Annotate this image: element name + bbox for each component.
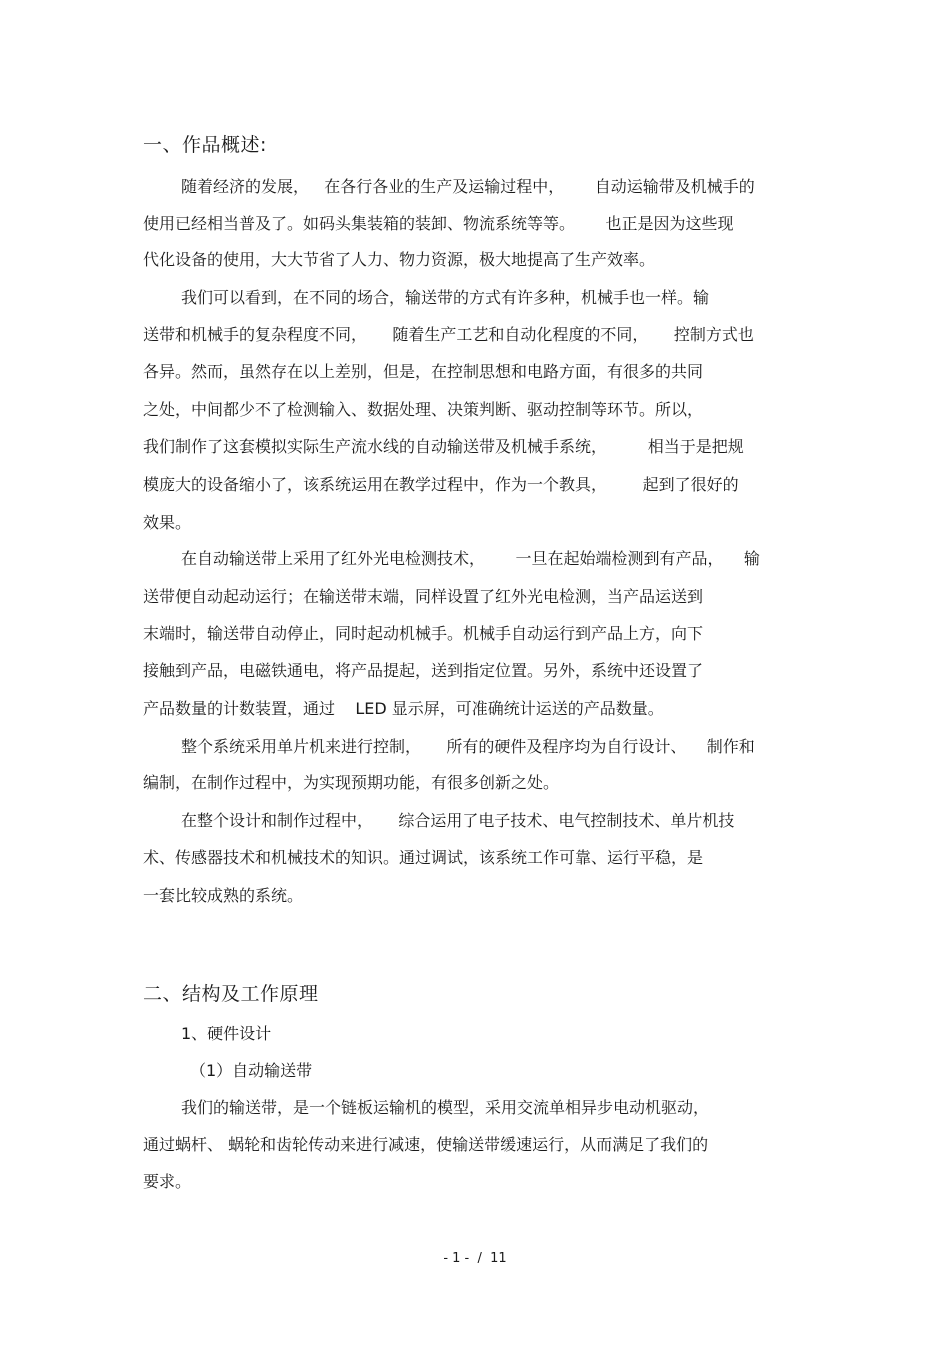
paragraph-line: 在整个设计和制作过程中， 综合运用了电子技术、电气控制技术、单片机技 (181, 811, 735, 830)
subsection-heading-conveyor: （1）自动输送带 (190, 1061, 313, 1080)
paragraph-line: 术、传感器技术和机械技术的知识。通过调试，该系统工作可靠、运行平稳，是 (143, 848, 704, 867)
paragraph-line: 在自动输送带上采用了红外光电检测技术， 一旦在起始端检测到有产品， 输 (181, 549, 760, 568)
paragraph-line: 送带和机械手的复杂程度不同， 随着生产工艺和自动化程度的不同， 控制方式也 (143, 325, 754, 344)
subsection-heading-hardware: 1、硬件设计 (181, 1024, 272, 1043)
page-number: - 1 - / 11 (443, 1251, 507, 1266)
paragraph-line: 我们可以看到，在不同的场合，输送带的方式有许多种，机械手也一样。输 (181, 288, 710, 307)
section-heading-structure: 二、结构及工作原理 (143, 983, 319, 1005)
paragraph-line: 随着经济的发展， 在各行各业的生产及运输过程中， 自动运输带及机械手的 (181, 177, 755, 196)
paragraph-line: 整个系统采用单片机来进行控制， 所有的硬件及程序均为自行设计、 制作和 (181, 737, 755, 756)
paragraph-line: 我们制作了这套模拟实际生产流水线的自动输送带及机械手系统， 相当于是把规 (143, 437, 744, 456)
paragraph-line: 一套比较成熟的系统。 (143, 886, 304, 905)
paragraph-line: 我们的输送带，是一个链板运输机的模型，采用交流单相异步电动机驱动， (181, 1098, 710, 1117)
paragraph-line: 效果。 (143, 513, 192, 532)
paragraph-line: 使用已经相当普及了。如码头集装箱的装卸、物流系统等等。 也正是因为这些现 (143, 214, 734, 233)
paragraph-line: 编制，在制作过程中，为实现预期功能，有很多创新之处。 (143, 773, 560, 792)
paragraph-line: 通过蜗杆、 蜗轮和齿轮传动来进行减速，使输送带缓速运行，从而满足了我们的 (143, 1135, 709, 1154)
paragraph-line: 末端时，输送带自动停止，同时起动机械手。机械手自动运行到产品上方，向下 (143, 624, 704, 643)
paragraph-line: 之处，中间都少不了检测输入、数据处理、决策判断、驱动控制等环节。所以， (143, 400, 704, 419)
paragraph-line: 送带便自动起动运行；在输送带末端，同样设置了红外光电检测，当产品运送到 (143, 587, 704, 606)
paragraph-line: 代化设备的使用，大大节省了人力、物力资源，极大地提高了生产效率。 (143, 250, 656, 269)
paragraph-line: 要求。 (143, 1172, 192, 1191)
paragraph-line: 各异。然而，虽然存在以上差别，但是，在控制思想和电路方面，有很多的共同 (143, 362, 704, 381)
section-heading-overview: 一、作品概述: (143, 134, 267, 156)
paragraph-line: 产品数量的计数装置，通过 LED 显示屏，可准确统计运送的产品数量。 (143, 699, 664, 718)
paragraph-line: 模庞大的设备缩小了，该系统运用在教学过程中，作为一个教具， 起到了很好的 (143, 475, 739, 494)
paragraph-line: 接触到产品，电磁铁通电，将产品提起，送到指定位置。另外，系统中还设置了 (143, 661, 704, 680)
